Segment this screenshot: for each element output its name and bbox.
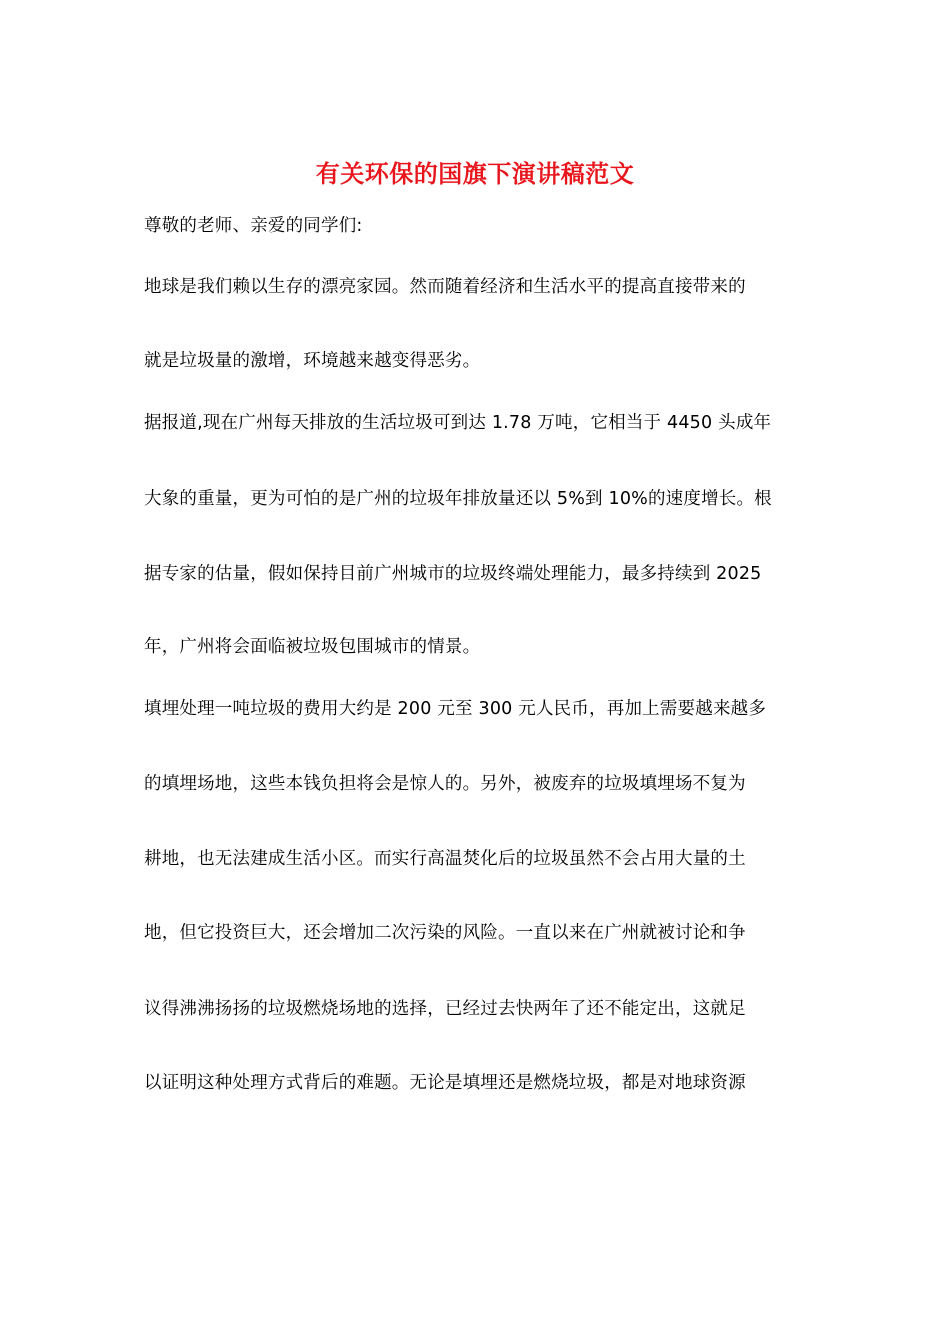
document-title: 有关环保的国旗下演讲稿范文 — [315, 159, 635, 188]
paragraph1-line-1: 地球是我们赖以生存的漂亮家园。然而随着经济和生活水平的提高直接带来的 — [144, 277, 746, 297]
paragraph3-line-3: 耕地，也无法建成生活小区。而实行高温焚化后的垃圾虽然不会占用大量的土 — [144, 849, 746, 869]
paragraph2-line-4: 年，广州将会面临被垃圾包围城市的情景。 — [144, 637, 481, 657]
greeting-line: 尊敬的老师、亲爱的同学们: — [144, 216, 363, 236]
paragraph3-line-6: 以证明这种处理方式背后的难题。无论是填埋还是燃烧垃圾，都是对地球资源 — [144, 1073, 746, 1093]
paragraph1-line-2: 就是垃圾量的激增，环境越来越变得恶劣。 — [144, 351, 481, 371]
paragraph2-line-2: 大象的重量，更为可怕的是广州的垃圾年排放量还以 5%到 10%的速度增长。根 — [144, 489, 772, 509]
paragraph3-line-2: 的填埋场地，这些本钱负担将会是惊人的。另外，被废弃的垃圾填埋场不复为 — [144, 774, 746, 794]
paragraph2-line-3: 据专家的估量，假如保持目前广州城市的垃圾终端处理能力，最多持续到 2025 — [144, 564, 762, 584]
paragraph3-line-1: 填埋处理一吨垃圾的费用大约是 200 元至 300 元人民币，再加上需要越来越多 — [144, 699, 767, 719]
paragraph2-line-1: 据报道,现在广州每天排放的生活垃圾可到达 1.78 万吨，它相当于 4450 头成年 — [144, 413, 772, 433]
paragraph3-line-5: 议得沸沸扬扬的垃圾燃烧场地的选择，已经过去快两年了还不能定出，这就足 — [144, 999, 746, 1019]
paragraph3-line-4: 地，但它投资巨大，还会增加二次污染的风险。一直以来在广州就被讨论和争 — [144, 923, 746, 943]
